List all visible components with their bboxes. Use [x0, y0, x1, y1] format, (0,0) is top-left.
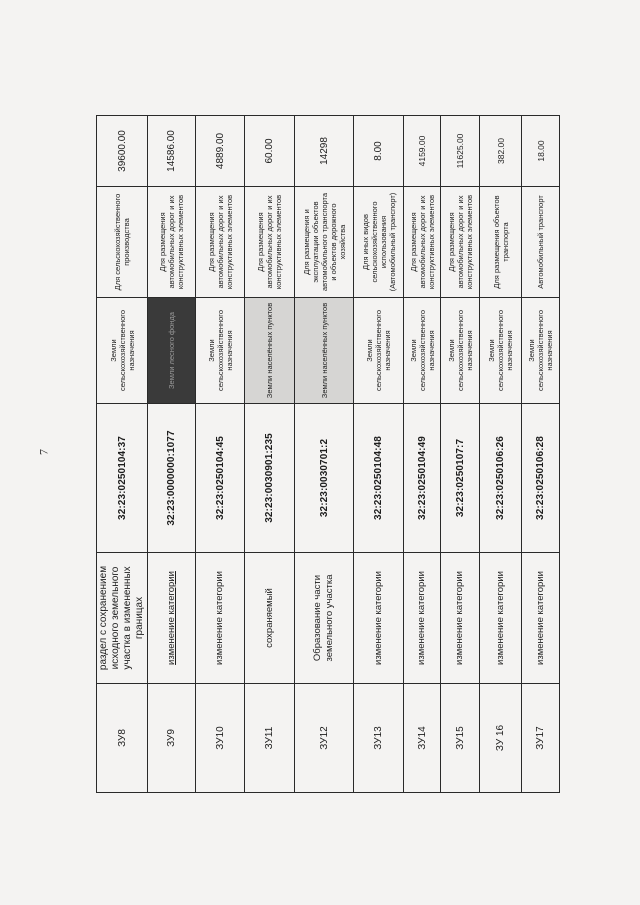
plot-id: ЗУ8 [97, 684, 148, 793]
plot-action: изменение категории [522, 553, 560, 684]
plot-action: изменение категории [196, 553, 245, 684]
plot-area: 4889.00 [196, 116, 245, 187]
plot-action: изменение категории [148, 553, 196, 684]
plot-id: ЗУ11 [245, 684, 295, 793]
land-category: Земли населённых пунктов [245, 298, 295, 404]
permitted-use: Для размещения автомобильных дорог и их конструктивных элементов [148, 187, 196, 298]
plot-area: 39600.00 [97, 116, 148, 187]
plot-action: изменение категории [441, 553, 480, 684]
plot-id: ЗУ15 [441, 684, 480, 793]
table-row [404, 116, 441, 793]
table-row [148, 116, 196, 793]
land-category: Земли сельскохозяйственного назначения [196, 298, 245, 404]
table-row [196, 116, 245, 793]
table-row [97, 116, 148, 793]
land-category: Земли сельскохозяйственного назначения [522, 298, 560, 404]
permitted-use: Для размещения автомобильных дорог и их конструктивных элементов [245, 187, 295, 298]
table-row [522, 116, 560, 793]
plot-area: 60.00 [245, 116, 295, 187]
permitted-use: Для иных видов сельскохозяйственного использования (Автомобильный транспорт) [354, 187, 404, 298]
table-row [245, 116, 295, 793]
plot-id: ЗУ9 [148, 684, 196, 793]
plot-id: ЗУ17 [522, 684, 560, 793]
plot-action: раздел с сохранением исходного земельного участка в измененных границах [97, 553, 148, 684]
land-category: Земли сельскохозяйственного назначения [480, 298, 522, 404]
permitted-use: Для размещения объектов транспорта [480, 187, 522, 298]
cadastral-number: 32:23:0250104:37 [97, 404, 148, 553]
plot-area: 4159.00 [404, 116, 441, 187]
cadastral-number: 32:23:0250107:7 [441, 404, 480, 553]
cadastral-number: 32:23:0030901:235 [245, 404, 295, 553]
cadastral-number: 32:23:0030701:2 [295, 404, 354, 553]
table-row [354, 116, 404, 793]
plot-area: 8.00 [354, 116, 404, 187]
plot-area: 14298 [295, 116, 354, 187]
plot-action: изменение категории [404, 553, 441, 684]
land-category: Земли сельскохозяйственного назначения [354, 298, 404, 404]
land-category: Земли лесного фонда [148, 298, 196, 404]
land-category: Земли сельскохозяйственного назначения [441, 298, 480, 404]
plot-id: ЗУ 16 [480, 684, 522, 793]
plot-action: изменение категории [480, 553, 522, 684]
rotated-table-container [96, 116, 557, 793]
land-category: Земли сельскохозяйственного назначения [404, 298, 441, 404]
plot-id: ЗУ10 [196, 684, 245, 793]
cadastral-number: 32:23:0000000:1077 [148, 404, 196, 553]
permitted-use: Для размещения автомобильных дорог и их конструктивных элементов [441, 187, 480, 298]
permitted-use: Для сельскохозяйственного производства [97, 187, 148, 298]
plot-area: 14586.00 [148, 116, 196, 187]
permitted-use: Для размещения автомобильных дорог и их конструктивных элементов [404, 187, 441, 298]
plot-id: ЗУ12 [295, 684, 354, 793]
permitted-use: Автомобильный транспорт [522, 187, 560, 298]
permitted-use: Для размещения и эксплуатации объектов автомобильного транспорта и объектов дорожного хозяйства [295, 187, 354, 298]
cadastral-number: 32:23:0250104:48 [354, 404, 404, 553]
land-category: Земли населённых пунктов [295, 298, 354, 404]
permitted-use: Для размещения автомобильных дорог и их конструктивных элементов [196, 187, 245, 298]
table-row [295, 116, 354, 793]
plot-area: 382.00 [480, 116, 522, 187]
plot-action: Образование части земельного участка [295, 553, 354, 684]
table-row [480, 116, 522, 793]
plot-action: сохраняемый [245, 553, 295, 684]
plot-area: 11625.00 [441, 116, 480, 187]
page-number: 7 [36, 449, 51, 455]
plot-action: изменение категории [354, 553, 404, 684]
cadastral-number: 32:23:0250106:26 [480, 404, 522, 553]
land-category: Земли сельскохозяйственного назначения [97, 298, 148, 404]
table-row [441, 116, 480, 793]
plot-id: ЗУ14 [404, 684, 441, 793]
land-plots-table [96, 115, 560, 793]
cadastral-number: 32:23:0250104:49 [404, 404, 441, 553]
cadastral-number: 32:23:0250106:28 [522, 404, 560, 553]
cadastral-number: 32:23:0250104:45 [196, 404, 245, 553]
plot-id: ЗУ13 [354, 684, 404, 793]
plot-area: 18.00 [522, 116, 560, 187]
